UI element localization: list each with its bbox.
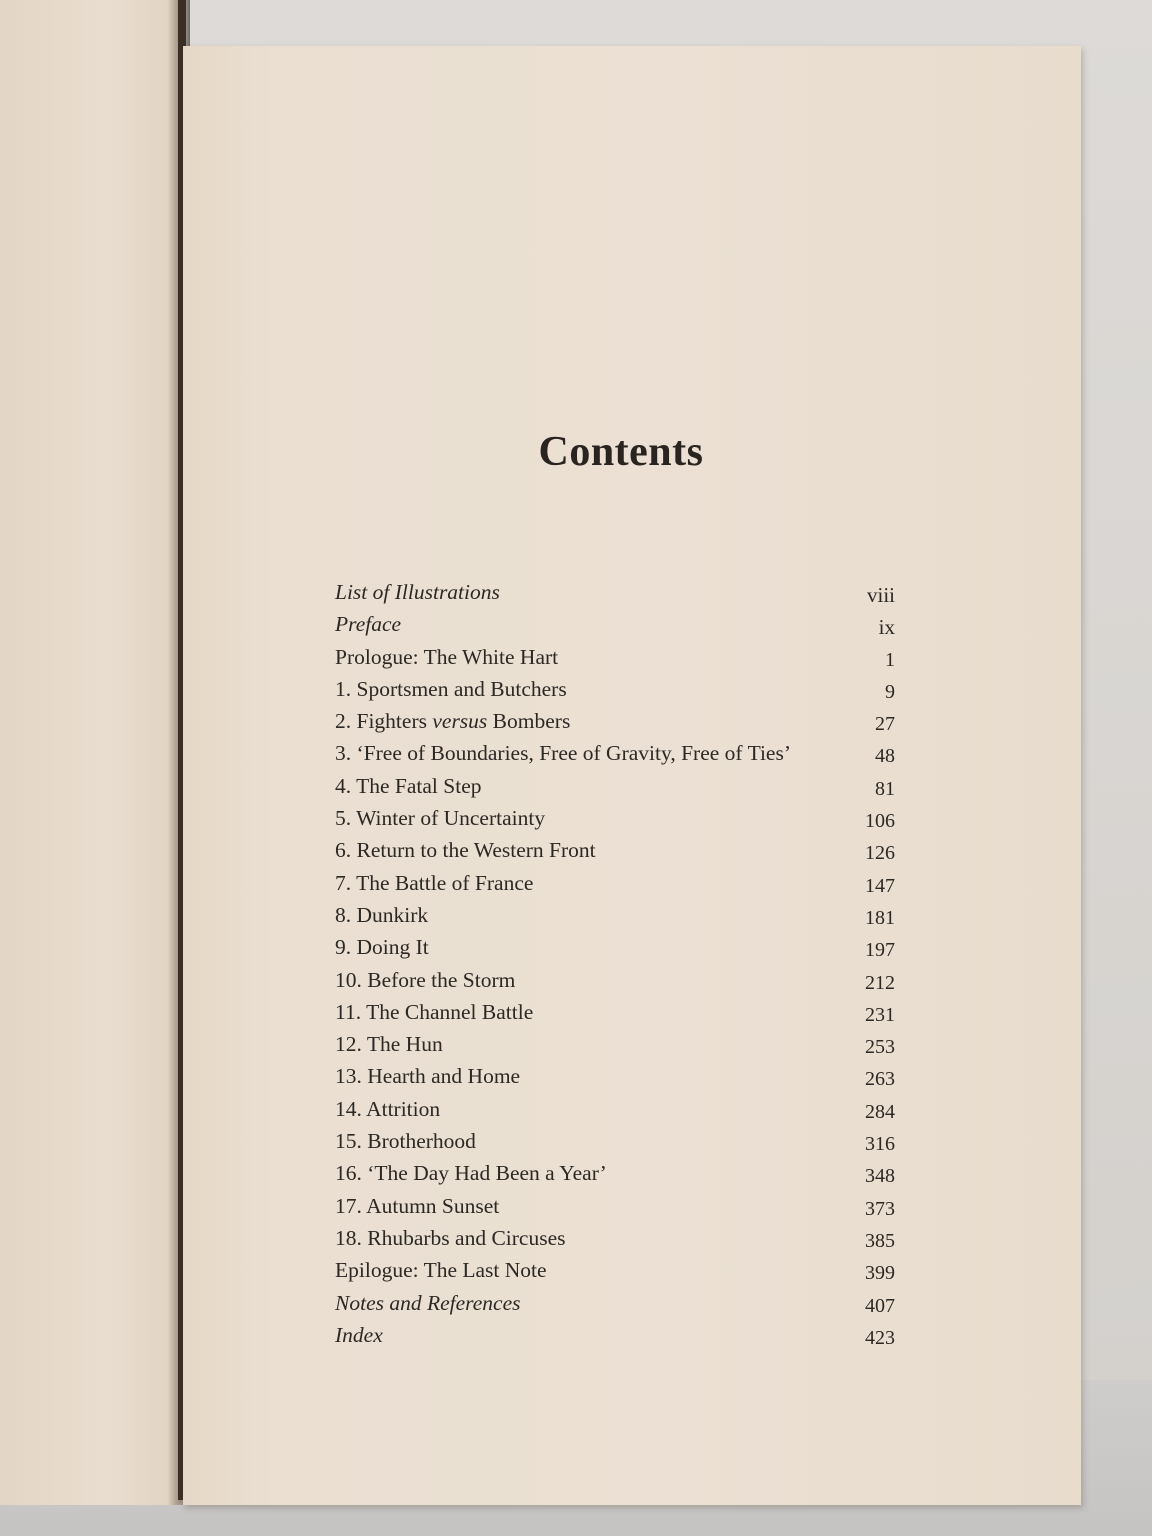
toc-entry <box>335 1254 895 1286</box>
toc-entry-page-number: 373 <box>865 1197 895 1220</box>
toc-entry <box>335 802 895 834</box>
toc-entry <box>335 737 895 769</box>
toc-entry-title: 13. Hearth and Home <box>335 1064 521 1089</box>
toc-entry-title-part: 2. Fighters <box>335 709 433 734</box>
toc-entry-page-number: 385 <box>865 1229 895 1252</box>
toc-entry-page-number: 263 <box>865 1068 895 1091</box>
left-page <box>0 0 182 1505</box>
toc-entry-page-number: 284 <box>865 1100 895 1123</box>
toc-entry <box>335 770 895 802</box>
toc-entry-title: List of Illustrations <box>335 580 500 604</box>
toc-entry-page-number: 197 <box>865 939 895 962</box>
toc-entry-title: 12. The Hun <box>335 1032 443 1057</box>
toc-entry <box>335 1319 895 1351</box>
toc-entry <box>335 867 895 899</box>
toc-entry <box>335 899 895 931</box>
page-title: Contents <box>538 429 704 475</box>
toc-entry-page-number: ix <box>878 615 895 640</box>
toc-entry-page-number: 399 <box>865 1262 895 1285</box>
toc-entry-page-number: 253 <box>865 1036 895 1059</box>
toc-entry-page-number: 231 <box>865 1003 895 1026</box>
toc-entry <box>335 608 895 640</box>
toc-entry-title: Index <box>335 1322 383 1347</box>
toc-entry <box>335 641 895 673</box>
toc-entry-title: 10. Before the Storm <box>335 967 516 992</box>
toc-entry-title: Notes and References <box>335 1290 521 1315</box>
toc-entry <box>335 1125 895 1157</box>
toc-entry-title: 8. Dunkirk <box>335 902 429 927</box>
toc-entry-page-number: 48 <box>875 745 895 768</box>
page-content <box>183 46 1081 1505</box>
right-page <box>183 46 1081 1505</box>
toc-entry <box>335 705 895 737</box>
toc-entry-title: Prologue: The White Hart <box>335 644 559 669</box>
toc-entry <box>335 1028 895 1060</box>
toc-entry-title: Preface <box>335 612 402 637</box>
toc-entry-page-number: 126 <box>865 842 895 865</box>
toc-entry <box>335 1060 895 1092</box>
toc-entry-title: 16. ‘The Day Had Been a Year’ <box>335 1161 607 1186</box>
toc-entry-page-number: viii <box>866 583 895 607</box>
toc-entry-title: Epilogue: The Last Note <box>335 1258 547 1283</box>
toc-entry-title: 6. Return to the Western Front <box>335 838 596 863</box>
table-of-contents <box>335 576 895 1351</box>
toc-entry-title-part: Bombers <box>487 709 571 734</box>
toc-entry <box>335 1222 895 1254</box>
toc-entry <box>335 1157 895 1189</box>
toc-entry-title: 3. ‘Free of Boundaries, Free of Gravity, Free of Ties’ <box>335 741 791 766</box>
toc-entry-title: 1. Sportsmen and Butchers <box>335 676 567 701</box>
toc-entry <box>335 1190 895 1222</box>
toc-entry-page-number: 1 <box>885 648 895 671</box>
toc-entry-page-number: 147 <box>865 874 895 897</box>
toc-entry-page-number: 348 <box>865 1165 895 1188</box>
toc-entry-title: 11. The Channel Battle <box>335 999 534 1024</box>
toc-entry-page-number: 423 <box>865 1326 895 1349</box>
toc-entry-title-emphasis: versus <box>432 709 488 734</box>
toc-entry-page-number: 27 <box>875 713 895 736</box>
toc-entry <box>335 1093 895 1125</box>
toc-entry <box>335 834 895 866</box>
toc-entry-title: 18. Rhubarbs and Circuses <box>335 1225 566 1250</box>
toc-entry <box>335 576 895 608</box>
toc-entry-title: 15. Brotherhood <box>335 1129 476 1154</box>
toc-entry <box>335 964 895 996</box>
toc-entry-page-number: 181 <box>865 906 895 929</box>
toc-entry-title: 5. Winter of Uncertainty <box>335 806 546 831</box>
toc-entry-page-number: 81 <box>875 777 895 800</box>
toc-entry-title: 4. The Fatal Step <box>335 773 482 798</box>
toc-entry <box>335 931 895 963</box>
toc-entry-title: 9. Doing It <box>335 935 429 960</box>
toc-entry-page-number: 407 <box>865 1294 895 1317</box>
toc-entry-title: 7. The Battle of France <box>335 870 534 895</box>
toc-entry-title: 17. Autumn Sunset <box>335 1193 500 1218</box>
toc-entry <box>335 673 895 705</box>
toc-entry-page-number: 316 <box>865 1133 895 1156</box>
toc-entry-page-number: 212 <box>865 971 895 994</box>
toc-entry-title: 14. Attrition <box>335 1096 441 1121</box>
toc-entry <box>335 996 895 1028</box>
toc-entry-page-number: 9 <box>885 680 895 703</box>
toc-entry-title <box>335 705 570 737</box>
toc-entry <box>335 1287 895 1319</box>
toc-entry-page-number: 106 <box>865 810 895 833</box>
